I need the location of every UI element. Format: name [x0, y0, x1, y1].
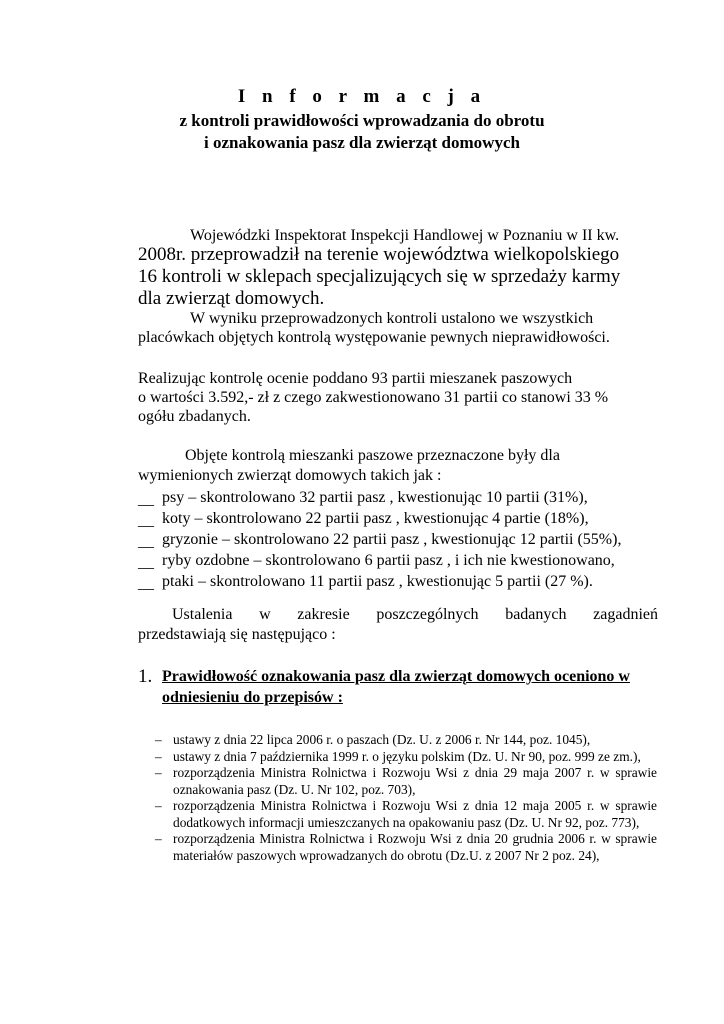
- summary-line-3: ogółu zbadanych.: [138, 408, 251, 425]
- list-item: __ psy – skontrolowano 32 partii pasz , kwestionując 10 partii (31%),: [138, 489, 588, 508]
- list-item: – ustawy z dnia 22 lipca 2006 r. o paszach (Dz. U. z 2006 r. Nr 144, poz. 1045),: [155, 732, 591, 747]
- list-item: __ koty – skontrolowano 22 partii pasz , kwestionując 4 partie (18%),: [138, 510, 589, 529]
- document-subtitle-line2: i oznakowania pasz dla zwierząt domowych: [204, 133, 520, 152]
- dash-bullet-icon: __: [138, 575, 154, 592]
- dash-bullet-icon: –: [155, 732, 162, 747]
- intro-line-5: W wyniku przeprowadzonych kontroli ustalono we wszystkich: [190, 310, 594, 327]
- dash-bullet-icon: –: [155, 798, 162, 813]
- intro-line-1: Wojewódzki Inspektorat Inspekcji Handlowej w Poznaniu w II kw.: [190, 227, 620, 244]
- intro-line-3: 16 kontroli w sklepach specjalizujących się w sprzedaży karmy: [138, 266, 621, 287]
- findings-line-2: przedstawiają się następująco :: [138, 626, 336, 643]
- list-item: – rozporządzenia Ministra Rolnictwa i Rozwoju Wsi z dnia 20 grudnia 2006 r. w sprawie materiałów paszowych wprowadzanych do obrotu (Dz.U. z 2007 Nr 2 poz. 24),: [155, 831, 657, 863]
- dash-bullet-icon: __: [138, 554, 154, 571]
- animal-list: [138, 487, 658, 592]
- list-item: – rozporządzenia Ministra Rolnictwa i Rozwoju Wsi z dnia 29 maja 2007 r. w sprawie oznakowania pasz (Dz. U. Nr 102, poz. 703),: [155, 765, 657, 797]
- legal-basis-list: [155, 732, 657, 864]
- animals-intro-line-1: Objęte kontrolą mieszanki paszowe przeznaczone były dla: [185, 447, 560, 464]
- section-title: Prawidłowość oznakowania pasz dla zwierząt domowych oceniono w odniesieniu do przepisów :: [162, 668, 630, 706]
- list-item: – ustawy z dnia 7 października 1999 r. o języku polskim (Dz. U. Nr 90, poz. 999 ze zm.),: [155, 748, 641, 764]
- list-item: __ ptaki – skontrolowano 11 partii pasz , kwestionując 5 partii (27 %).: [138, 573, 593, 592]
- section-number: 1.: [138, 666, 153, 687]
- list-item: – rozporządzenia Ministra Rolnictwa i Rozwoju Wsi z dnia 12 maja 2005 r. w sprawie dodatkowych informacji umieszczanych na opakowaniu pasz (Dz. U. Nr 92, poz. 773),: [155, 798, 657, 830]
- animals-intro-line-2: wymienionych zwierząt domowych takich jak :: [138, 467, 442, 484]
- document-title: I n f o r m a c j a: [237, 86, 487, 107]
- findings-line-1: Ustalenia w zakresie poszczególnych badanych zagadnień: [172, 606, 658, 623]
- intro-line-2: 2008r. przeprowadził na terenie województwa wielkopolskiego: [138, 244, 620, 265]
- dash-bullet-icon: –: [155, 831, 162, 846]
- dash-bullet-icon: __: [138, 533, 154, 550]
- summary-line-2: o wartości 3.592,- zł z czego zakwestionowano 31 partii co stanowi 33 %: [138, 389, 609, 406]
- dash-bullet-icon: __: [138, 512, 154, 529]
- list-item: __ gryzonie – skontrolowano 22 partii pasz , kwestionując 12 partii (55%),: [138, 531, 622, 550]
- dash-bullet-icon: __: [138, 491, 154, 508]
- intro-line-6: placówkach objętych kontrolą występowanie pewnych nieprawidłowości.: [138, 329, 610, 346]
- document-subtitle-line1: z kontroli prawidłowości wprowadzania do obrotu: [179, 111, 545, 130]
- dash-bullet-icon: –: [155, 748, 162, 764]
- intro-line-4: dla zwierząt domowych.: [138, 288, 325, 309]
- summary-line-1: Realizując kontrolę ocenie poddano 93 partii mieszanek paszowych: [138, 370, 573, 387]
- list-item: __ ryby ozdobne – skontrolowano 6 partii pasz , i ich nie kwestionowano,: [138, 552, 615, 571]
- dash-bullet-icon: –: [155, 765, 162, 780]
